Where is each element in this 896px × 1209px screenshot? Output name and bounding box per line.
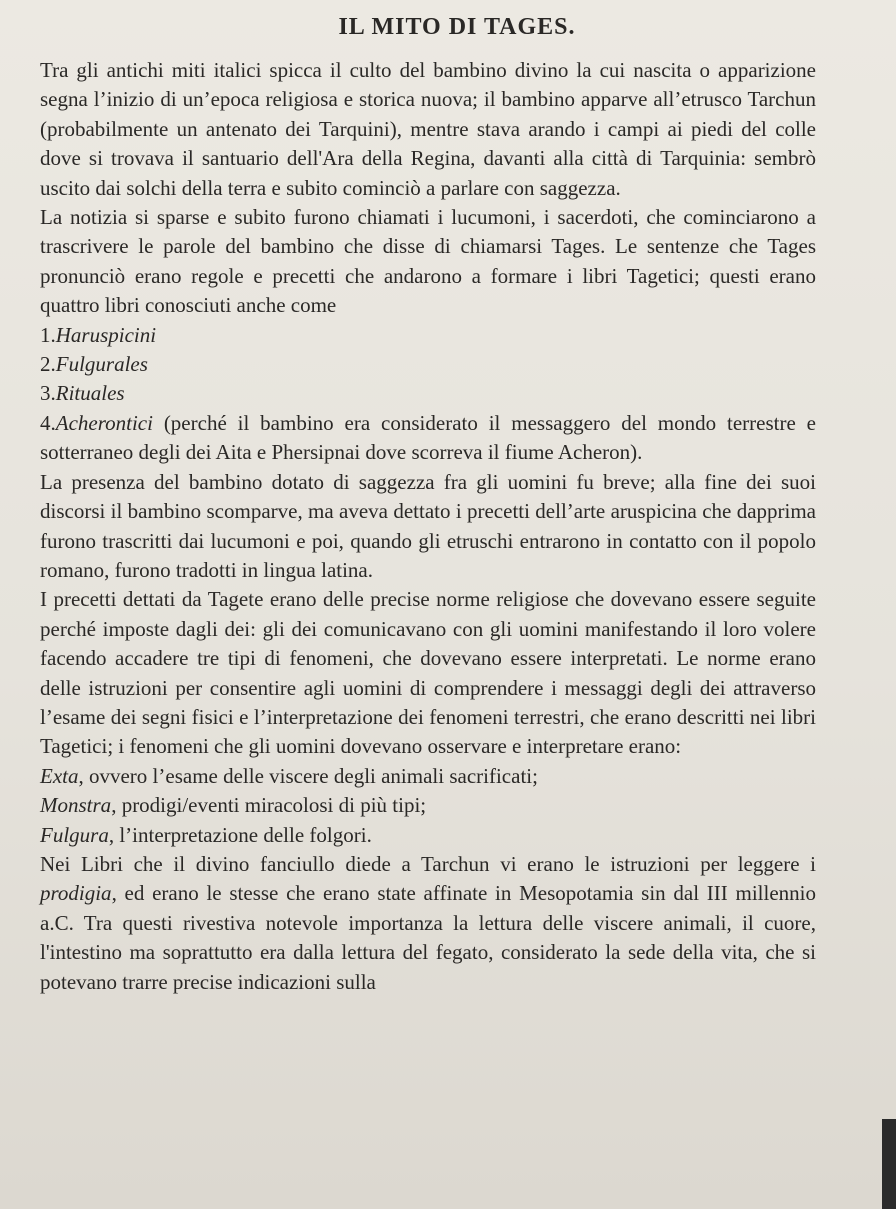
list-item bbox=[40, 321, 816, 350]
book-description: (perché il bambino era considerato il messaggero del mondo terrestre e sotterraneo degli dei Aita e Phersipnai dove scorreva il fiume Acheron). bbox=[40, 410, 816, 465]
paragraph-presence: La presenza del bambino dotato di saggezza fra gli uomini fu breve; alla fine dei suoi discorsi il bambino scomparve, ma aveva dettato i precetti dell’arte aruspicina che dapprima furono trascritti dai lucumoni e poi, quando gli etruschi entrarono in contatto con il popolo romano, furono tradotti in lingua latina. bbox=[40, 469, 816, 582]
article-body bbox=[40, 56, 816, 997]
list-number: 4. bbox=[40, 410, 56, 435]
list-item bbox=[40, 379, 816, 408]
book-name: Haruspicini bbox=[55, 322, 157, 347]
definition-item bbox=[40, 762, 816, 791]
page-title: IL MITO DI TAGES. bbox=[338, 14, 576, 40]
definition-item bbox=[40, 821, 816, 850]
paragraph-intro: Tra gli antichi miti italici spicca il culto del bambino divino la cui nascita o apparizione segna l’inizio di un’epoca religiosa e storica nuova; il bambino apparve all’etrusco Tarchun (probabilmente un antenato dei Tarquini), mentre stava arando i campi ai piedi del colle dove si trovava il santuario dell'Ara della Regina, davanti alla città di Tarquinia: sembrò uscito dai solchi della terra e subito cominciò a parlare con saggezza. bbox=[40, 58, 816, 200]
paragraph-libri bbox=[40, 850, 816, 997]
page-edge-shadow bbox=[882, 1119, 896, 1209]
definition-term: Monstra bbox=[40, 793, 112, 818]
paragraph-precepts: I precetti dettati da Tagete erano delle precise norme religiose che dovevano essere seguite perché imposte dagli dei: gli dei comunicavano con gli uomini manifestando il loro volere facendo accadere tre tipi di fenomeni, che dovevano essere interpretati. Le norme erano delle istruzioni per consentire agli uomini di comprendere i messaggi degli dei attraverso l’esame dei segni fisici e l’interpretazione dei fenomeni terrestri, che erano descritti nei libri Tagetici; i fenomeni che gli uomini dovevano osservare e interpretare erano: bbox=[40, 587, 816, 759]
definition-text: , l’interpretazione delle folgori. bbox=[108, 822, 372, 847]
list-item bbox=[40, 409, 816, 468]
list-item bbox=[40, 350, 816, 379]
definition-item bbox=[40, 791, 816, 820]
paragraph-lucumoni: La notizia si sparse e subito furono chiamati i lucumoni, i sacerdoti, che cominciarono a trascrivere le parole del bambino che disse di chiamarsi Tages. Le sentenze che Tages pronunciò erano regole e precetti che andarono a formare i libri Tagetici; questi erano quattro libri conosciuti anche come bbox=[40, 205, 816, 318]
book-name: Fulgurales bbox=[55, 352, 148, 377]
book-name: Rituales bbox=[55, 381, 125, 406]
paragraph-text: Nei Libri che il divino fanciullo diede a Tarchun vi erano le istruzioni per leggere i bbox=[40, 851, 816, 876]
prodigia-term: prodigia bbox=[40, 881, 112, 906]
definition-term: Exta bbox=[40, 763, 79, 788]
list-number: 3. bbox=[40, 381, 56, 406]
definition-term: Fulgura bbox=[40, 822, 109, 847]
book-name: Acherontici bbox=[55, 410, 153, 435]
definition-text: , ovvero l’esame delle viscere degli animali sacrificati; bbox=[78, 763, 538, 788]
list-number: 1. bbox=[40, 322, 56, 347]
list-number: 2. bbox=[40, 352, 56, 377]
paragraph-text: , ed erano le stesse che erano state affinate in Mesopotamia sin dal III millennio a.C. Tra questi rivestiva notevole importanza la lettura delle viscere animali, il cuore, l'intestino ma soprattutto era dalla lettura del fegato, considerato la sede della vita, che si potevano trarre precise indicazioni sulla bbox=[40, 881, 816, 994]
definition-text: , prodigi/eventi miracolosi di più tipi; bbox=[111, 793, 427, 818]
